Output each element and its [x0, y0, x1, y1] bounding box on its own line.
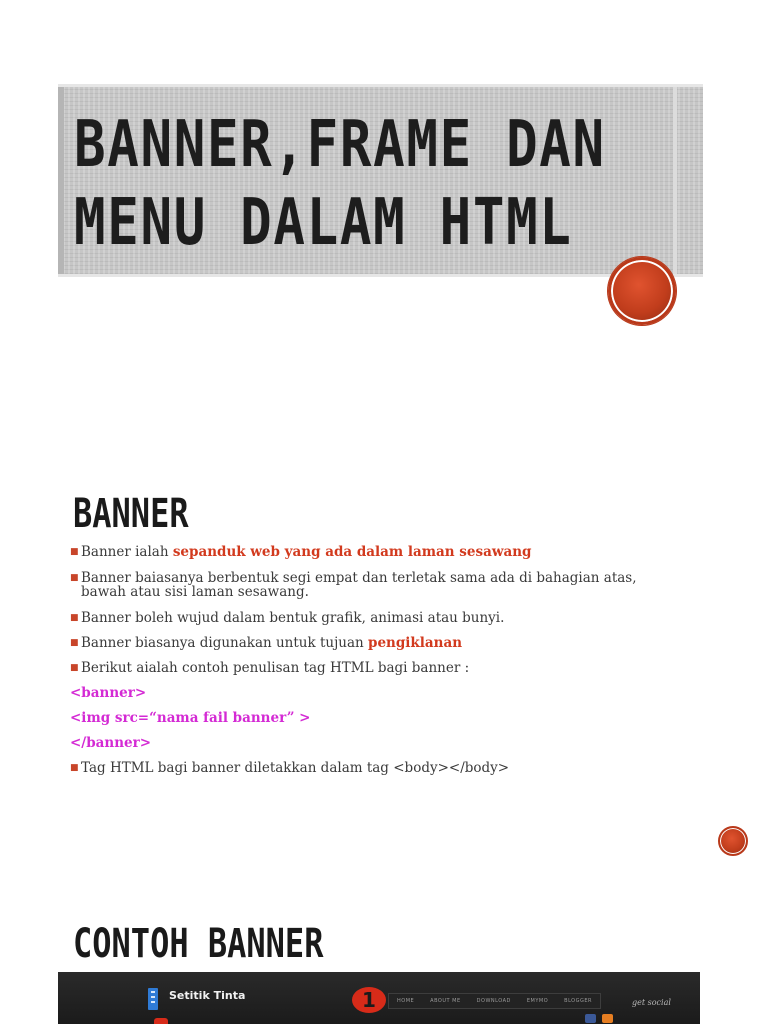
decorative-orb: [608, 257, 676, 325]
bullet-highlight: sepanduk web yang ada dalam laman sesawang: [172, 544, 532, 560]
banner-nav: [388, 993, 601, 1009]
bullet-item: [70, 611, 690, 625]
banner-nav-item: BLOGGER: [564, 998, 592, 1004]
bullet-item: [70, 571, 690, 585]
bullet-highlight: pengiklanan: [368, 635, 463, 651]
bullet-text: Banner baiasanya berbentuk segi empat dan terletak sama ada di bahagian atas,: [81, 570, 637, 586]
example-banner-image: [58, 972, 700, 1024]
banner-nav-item: ABOUT ME: [430, 998, 461, 1004]
bullet-item: [70, 761, 690, 775]
bullet-text: Berikut aialah contoh penulisan tag HTML bagi banner :: [81, 660, 470, 676]
slide-title-line-1: BANNER,FRAME DAN: [74, 108, 606, 182]
title-band-edge: [673, 87, 677, 274]
banner-nav-item: EMYMO: [526, 998, 549, 1004]
banner-nav-item: DOWNLOAD: [476, 998, 511, 1004]
bullet-item: [70, 636, 690, 650]
bullet-item: [70, 661, 690, 675]
banner-nav-item: HOME: [397, 998, 415, 1004]
bullet-text: bawah atau sisi laman sesawang.: [81, 584, 309, 600]
title-band-edge: [58, 87, 64, 274]
rss-icon: [602, 1014, 613, 1023]
bullet-icon: ■: [70, 547, 79, 557]
bookmark-icon: [148, 988, 158, 1010]
bullet-icon: ■: [70, 573, 79, 583]
banner-accent-bar: [154, 1018, 168, 1024]
banner-site-name: Setitik Tinta: [169, 989, 246, 1002]
decorative-orb-small: [718, 826, 748, 856]
section-heading-contoh-banner: CONTOH BANNER: [73, 921, 324, 967]
bullet-icon: ■: [70, 663, 79, 673]
slide-title-line-2: MENU DALAM HTML: [74, 186, 573, 260]
bullet-item-continuation: [70, 585, 701, 599]
section-heading-banner: BANNER: [73, 491, 189, 537]
bullet-text: Banner boleh wujud dalam bentuk grafik, animasi atau bunyi.: [81, 610, 505, 626]
bullet-icon: ■: [70, 638, 79, 648]
title-band: [58, 84, 703, 277]
code-line: </banner>: [70, 735, 152, 751]
bullet-text: Banner ialah: [81, 544, 173, 560]
banner-social-text: get social: [632, 998, 671, 1007]
bullet-text: Tag HTML bagi banner diletakkan dalam tag <body></body>: [81, 760, 510, 776]
facebook-icon: [585, 1014, 596, 1023]
bullet-text: Banner biasanya digunakan untuk tujuan: [81, 635, 369, 651]
bullet-icon: ■: [70, 763, 79, 773]
bullet-item: [70, 545, 690, 559]
code-line: <banner>: [70, 685, 147, 701]
bullet-icon: ■: [70, 613, 79, 623]
code-line: <img src=“nama fail banner” >: [70, 710, 311, 726]
banner-number-badge: 1: [352, 987, 386, 1013]
